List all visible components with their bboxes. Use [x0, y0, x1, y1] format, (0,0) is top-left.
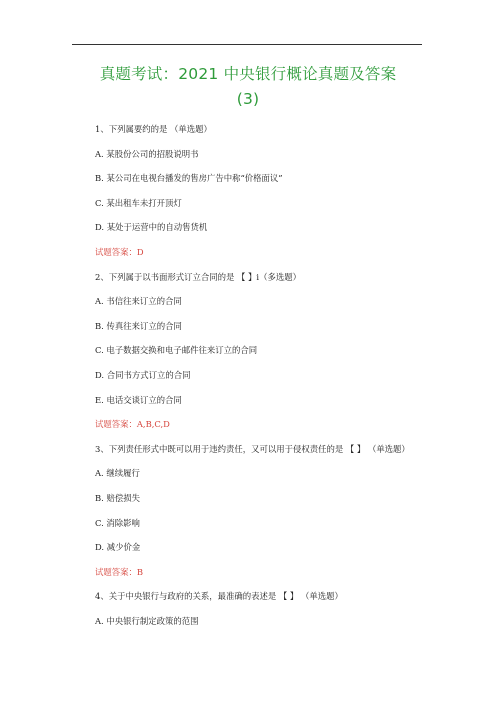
header-rule: [72, 44, 422, 45]
option-text: B. 赔偿损失: [95, 492, 140, 503]
option-text: C. 电子数据交换和电子邮件往来订立的合同: [95, 345, 258, 356]
question-list: [95, 123, 455, 639]
answer-text: 试题答案：B: [95, 566, 144, 577]
option-text: C. 消除影响: [95, 517, 140, 528]
option-text: A. 中央银行制定政策的范围: [95, 615, 199, 626]
question-text: 1、下列属要约的是 （单选题）: [95, 124, 212, 134]
title-line-2: (3): [236, 90, 260, 108]
option-text: D. 某处于运营中的自动售货机: [95, 222, 208, 233]
question-text: 4、关于中央银行与政府的关系，最准确的表述是 【 】 （单选题）: [95, 591, 343, 602]
option-text: C. 某出租车未打开顶灯: [95, 197, 182, 208]
option-text: B. 某公司在电视台播发的售房广告中称“价格面议”: [95, 173, 283, 184]
document-title: [60, 62, 436, 112]
option-text: A. 某股份公司的招股说明书: [95, 148, 199, 159]
option-text: A. 继续履行: [95, 468, 140, 479]
option-text: E. 电话交谈订立的合同: [95, 394, 182, 405]
answer-text: 试题答案：A,B,C,D: [95, 419, 170, 430]
option-text: B. 传真往来订立的合同: [95, 320, 182, 331]
answer-text: 试题答案：D: [95, 246, 144, 257]
question-text: 2、下列属于以书面形式订立合同的是 【 】i（多选题）: [95, 271, 301, 282]
title-line-1: 真题考试：2021 中央银行概论真题及答案: [99, 65, 397, 83]
option-text: D. 合同书方式订立的合同: [95, 369, 191, 380]
question-text: 3、下列责任形式中既可以用于违约责任，又可以用于侵权责任的是 【 】 （单选题）: [95, 443, 410, 454]
option-text: A. 书信往来订立的合同: [95, 296, 182, 307]
option-text: D. 减少价金: [95, 542, 141, 553]
